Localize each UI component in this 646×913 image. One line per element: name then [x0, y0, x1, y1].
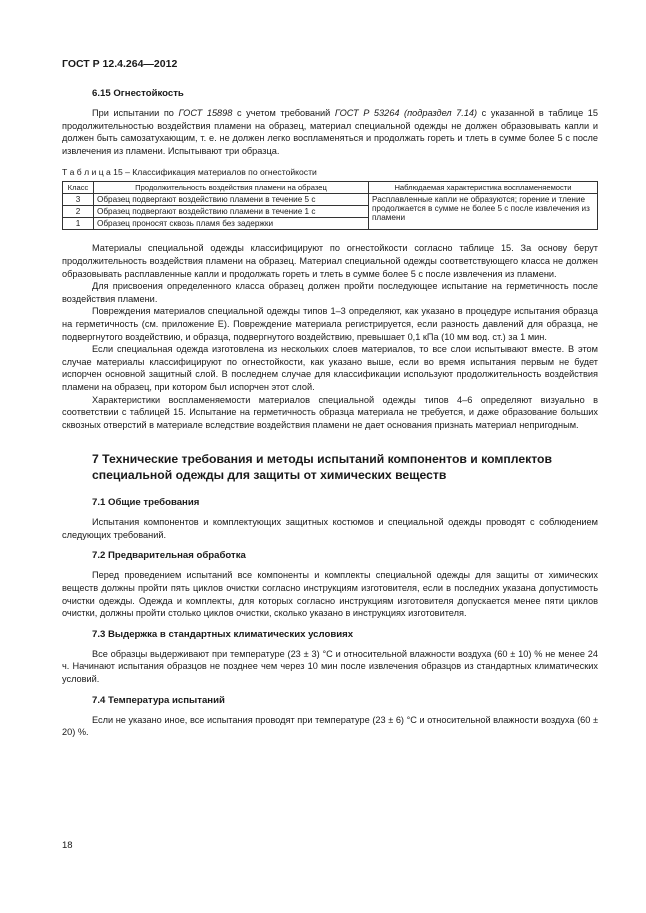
- table-caption: Т а б л и ц а 15 – Классификация материалов по огнестойкости: [62, 167, 317, 178]
- header-duration: Продолжительность воздействия пламени на образец: [94, 182, 369, 194]
- section-6-15-paragraph-5: Если специальная одежда изготовлена из нескольких слоев материалов, то все слои испытывают вместе. В этом случае материалы классифицируют по огнестойкости, как указано выше, если во время испытания первым не будет испорчен основной защитный слой. В последнем случае для классификации используют продолжительность воздействия пламени на образец, при котором был испорчен этот слой.: [62, 344, 598, 392]
- class-cell: 3: [63, 194, 94, 206]
- section-7-1-paragraph: Испытания компонентов и комплектующих защитных костюмов и специальной одежды проводят с соблюдением следующих требований.: [62, 517, 598, 540]
- document-page: [62, 58, 598, 739]
- section-6-15-paragraph-2: Материалы специальной одежды классифицируют по огнестойкости согласно таблице 15. За основу берут продолжительность воздействия пламени на образец. Материал специальной одежды соответствующего класса не должен образовывать расплавленные капли и продолжать гореть и тлеть в сумме более 5 с после извлечения из пламени.: [62, 243, 598, 279]
- section-7-2-title: 7.2 Предварительная обработка: [92, 550, 246, 562]
- section-7-3-paragraph: Все образцы выдерживают при температуре (23 ± 3) °С и относительной влажности воздуха (60 ± 10) % не менее 24 ч. Начинают испытания образцов не позднее чем через 10 мин после извлечения образцов из стандартных климатических условий.: [62, 648, 598, 685]
- section-7-1-title: 7.1 Общие требования: [92, 497, 200, 509]
- standard-reference: ГОСТ Р 53264 (подраздел 7.14): [334, 108, 478, 118]
- section-6-15-title: 6.15 Огнестойкость: [92, 88, 184, 99]
- duration-cell: Образец подвергают воздействию пламени в течение 1 с: [94, 206, 369, 218]
- document-header: ГОСТ Р 12.4.264—2012: [62, 58, 178, 70]
- section-7-4-title: 7.4 Температура испытаний: [92, 694, 225, 706]
- page-number: 18: [62, 840, 73, 851]
- section-7-4-paragraph: Если не указано иное, все испытания проводят при температуре (23 ± 6) °С и относительной влажности воздуха (60 ± 20) %.: [62, 714, 598, 738]
- standard-reference: ГОСТ 15898: [178, 108, 233, 118]
- class-cell: 2: [63, 206, 94, 218]
- section-6-15-paragraph-6: Характеристики воспламеняемости материалов специальной одежды типов 4–6 определяют визуально в соответствии с таблицей 15. Испытание на герметичность образца материала не требуется, и даже образование больших сквозных отверстий в материале вследствие воздействия пламени не дает основания признать материал непригодным.: [62, 394, 598, 430]
- duration-cell: Образец подвергают воздействию пламени в течение 5 с: [94, 194, 369, 206]
- section-6-15-paragraph-4: Повреждения материалов специальной одежды типов 1–3 определяют, как указано в процедуре испытания образца на герметичность (см. приложение Е). Повреждение материала регистрируется, если разность давлений для образца, не подвергнутого воздействию, и образца, подвергнутого воздействию, превышает 0,1 кПа (10 мм вод. ст.) за 1 мин.: [62, 306, 598, 342]
- header-observed: Наблюдаемая характеристика воспламеняемости: [369, 182, 598, 194]
- table-row: [63, 194, 598, 206]
- header-class: Класс: [63, 182, 94, 194]
- class-cell: 1: [63, 218, 94, 230]
- table-header-row: [63, 182, 598, 194]
- section-7-2-paragraph: Перед проведением испытаний все компоненты и комплекты специальной одежды для защиты от химических веществ должны пройти пять циклов очистки согласно инструкциям изготовителя, если в последних указана допустимость очистки одежды. Одежда и комплекты, для которых согласно инструкциям изготовителя допускается менее пяти циклов очистки, должны пройти столько циклов очистки, сколько указано в инструкциях изготовителя.: [62, 570, 598, 619]
- classification-table: [62, 181, 598, 230]
- text-fragment: с учетом требований: [232, 108, 335, 118]
- duration-cell: Образец проносят сквозь пламя без задержки: [94, 218, 369, 230]
- section-7-3-title: 7.3 Выдержка в стандартных климатических условиях: [92, 628, 354, 640]
- observed-cell: Расплавленные капли не образуются; горение и тление продолжается в сумме не более 5 с после извлечения из пламени: [369, 194, 598, 230]
- text-fragment: с указанной в таблице 15 продолжительностью воздействия пламени на образец, материал специальной одежды не должен образовывать капли и должен быть самозатухающим, т. е. не должен легко воспламеняться и продолжать гореть и тлеть в сумме более 5 с после извлечения из пламени. Испытывают три образца.: [62, 108, 598, 156]
- section-6-15-paragraph-1: [62, 107, 598, 157]
- section-7-title: 7 Технические требования и методы испытаний компонентов и комплектов специальной одежды для защиты от химических веществ: [92, 452, 552, 483]
- section-6-15-paragraph-3: Для присвоения определенного класса образец должен пройти последующее испытание на герметичность после воздействия пламени.: [62, 281, 598, 304]
- text-fragment: При испытании по: [92, 108, 179, 118]
